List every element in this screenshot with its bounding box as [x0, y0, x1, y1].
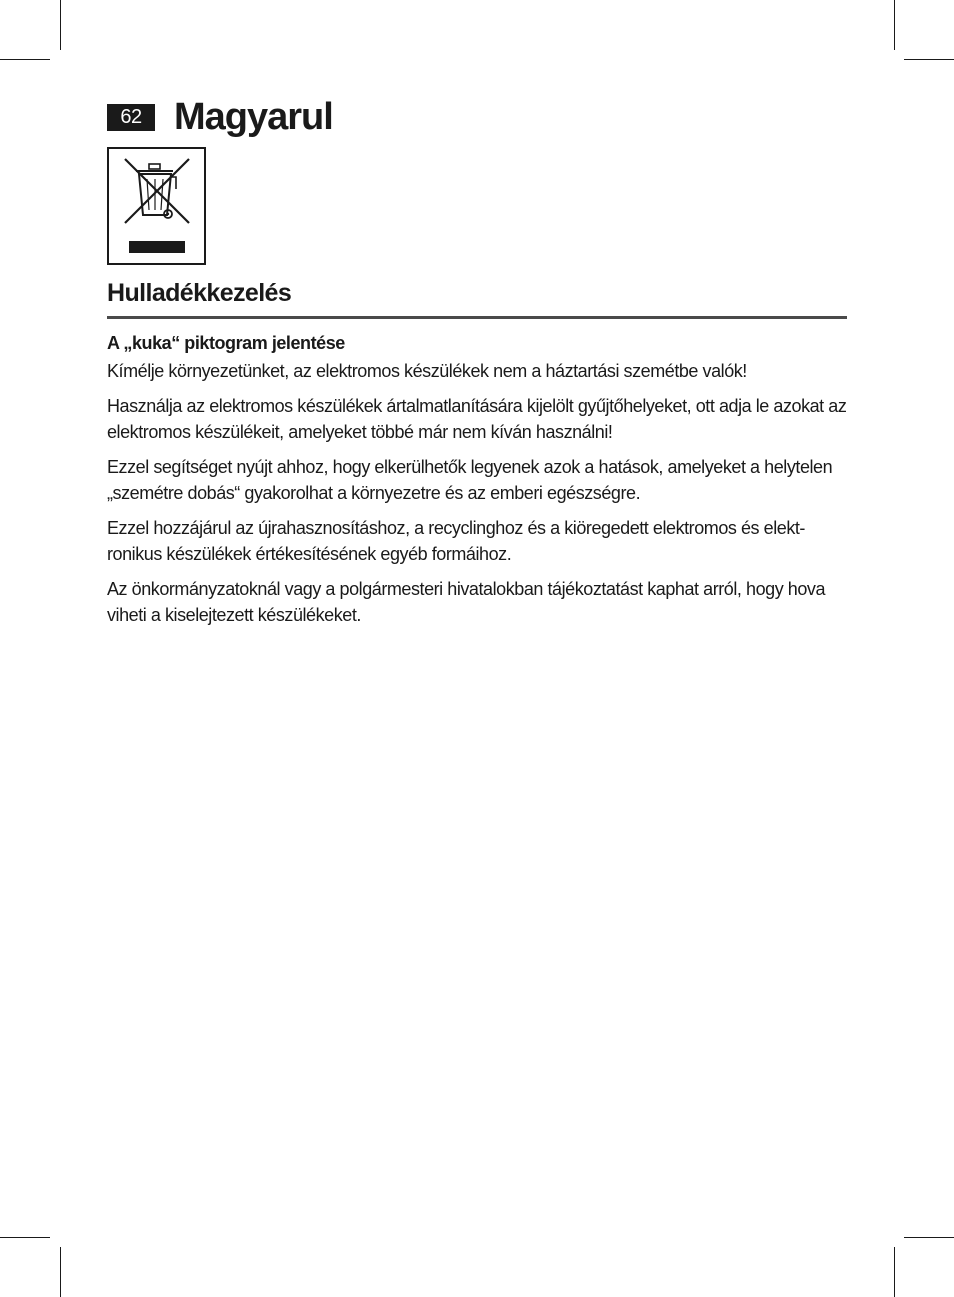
section-title: Hulladékkezelés [107, 279, 292, 307]
crossed-out-wheelie-bin-icon [107, 147, 206, 265]
paragraph: Ezzel hozzájárul az újrahasznosításhoz, a recyclinghoz és a kiöregedett elektromos és elekt-ronikus készülékek értékesítésének egyéb formáihoz. [107, 518, 805, 564]
crop-mark [0, 59, 50, 60]
crop-mark [904, 1237, 954, 1238]
paragraph: Ezzel segítséget nyújt ahhoz, hogy elkerülhetők legyenek azok a hatások, amelyeket a helytelen „szemétre dobás“ gyakorolhat a környezetre és az emberi egészségre. [107, 457, 833, 503]
crop-mark [60, 1247, 61, 1297]
paragraph: Kímélje környezetünket, az elektromos készülékek nem a háztartási szemétbe valók! [107, 361, 747, 381]
paragraph: Az önkormányzatoknál vagy a polgármesteri hivatalokban tájékoztatást kaphat arról, hogy hova viheti a kiselejtezett készülékeket. [107, 579, 826, 625]
crop-mark [60, 0, 61, 50]
page-title: Magyarul [174, 96, 333, 138]
crop-mark [904, 59, 954, 60]
page-number: 62 [107, 104, 155, 131]
section-divider [107, 316, 847, 319]
crop-mark [894, 1247, 895, 1297]
section-body [107, 330, 849, 637]
subheading: A „kuka“ piktogram jelentése [107, 333, 345, 353]
crop-mark [0, 1237, 50, 1238]
paragraph: Használja az elektromos készülékek ártalmatlanítására kijelölt gyűjtőhelyeket, ott adja le azokat az elektromos készülékeit, amelyeket többé már nem kíván használni! [107, 396, 847, 442]
crop-mark [894, 0, 895, 50]
